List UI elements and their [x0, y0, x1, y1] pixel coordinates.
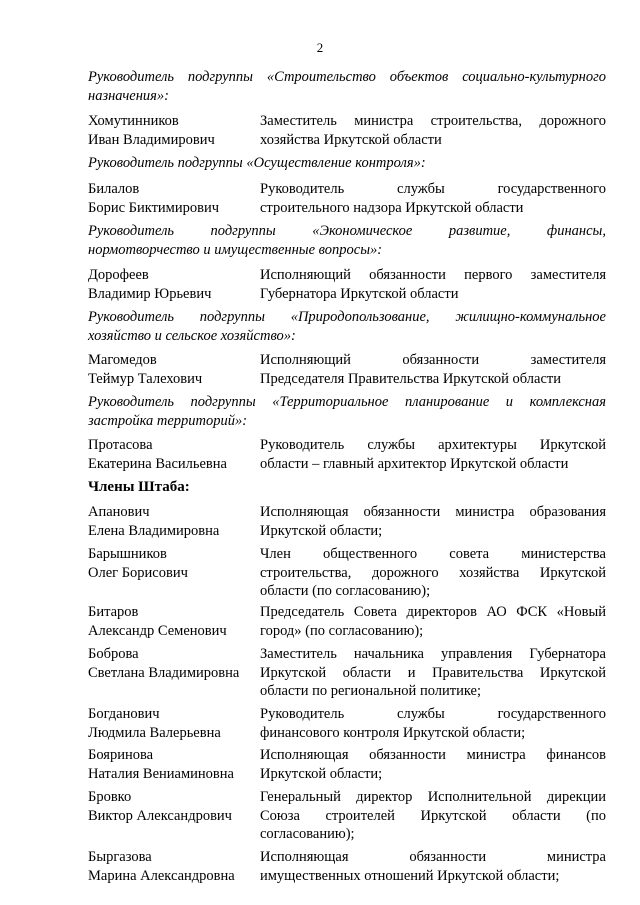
position-line: Заместитель министра строительства, дорожного — [260, 113, 606, 129]
person-name — [88, 603, 260, 640]
surname: Билалов — [88, 181, 140, 197]
person-name — [88, 436, 260, 473]
position-line: строительного надзора Иркутской области — [260, 199, 524, 216]
person-name — [88, 705, 260, 742]
position-line: город» (по согласованию); — [260, 622, 424, 639]
given-names: Виктор Александрович — [88, 807, 232, 824]
position-line: Заместитель начальника управления Губернатора — [260, 646, 606, 662]
person-position — [260, 436, 606, 473]
person-position — [260, 788, 606, 844]
position-line: области по региональной политике; — [260, 683, 481, 699]
person-position — [260, 545, 606, 601]
given-names: Александр Семенович — [88, 622, 227, 639]
heading-line: нормотворчество и имущественные вопросы»: — [88, 242, 383, 258]
position-line: Исполняющий обязанности заместителя — [260, 352, 606, 368]
position-line: имущественных отношений Иркутской области; — [260, 867, 560, 884]
subgroup-heading-construction — [88, 68, 606, 106]
surname: Дорофеев — [88, 267, 149, 283]
person-position — [260, 180, 606, 217]
given-names: Наталия Вениаминовна — [88, 765, 234, 782]
heading-line: хозяйство и сельское хозяйство»: — [88, 328, 296, 344]
surname: Богданович — [88, 706, 160, 722]
position-line: Исполняющая обязанности министра образования — [260, 504, 606, 520]
heading-line: Руководитель подгруппы «Строительство объектов социально-культурного — [88, 69, 606, 85]
position-line: Иркутской области; — [260, 522, 383, 539]
position-line: Иркутской области и Правительства Иркутской — [260, 664, 606, 681]
given-names: Теймур Талехович — [88, 370, 203, 387]
surname: Битаров — [88, 604, 139, 620]
person-position — [260, 351, 606, 388]
members-heading: Члены Штаба: — [88, 479, 190, 495]
given-names: Борис Биктимирович — [88, 199, 220, 216]
surname: Протасова — [88, 437, 153, 453]
given-names: Светлана Владимировна — [88, 664, 240, 681]
person-position — [260, 112, 606, 149]
surname: Бровко — [88, 789, 132, 805]
position-line: строительства, дорожного хозяйства Иркутской — [260, 564, 606, 581]
given-names: Людмила Валерьевна — [88, 724, 221, 741]
given-names: Марина Александровна — [88, 867, 235, 884]
person-name — [88, 645, 260, 682]
surname: Апанович — [88, 504, 150, 520]
person-name — [88, 848, 260, 885]
person-name — [88, 112, 260, 149]
person-name — [88, 545, 260, 582]
position-line: Руководитель службы государственного — [260, 706, 606, 722]
position-line: области (по согласованию); — [260, 583, 431, 599]
surname: Бояринова — [88, 747, 154, 763]
given-names: Владимир Юрьевич — [88, 285, 212, 302]
heading-line: Руководитель подгруппы «Природопользование, жилищно-коммунальное — [88, 309, 606, 325]
subgroup-heading-economy — [88, 222, 606, 260]
position-line: Исполняющий обязанности первого заместителя — [260, 267, 606, 283]
given-names: Иван Владимирович — [88, 131, 215, 148]
position-line: Руководитель службы архитектуры Иркутской — [260, 437, 606, 453]
surname: Быргазова — [88, 849, 152, 865]
heading-line: Руководитель подгруппы «Осуществление контроля»: — [88, 155, 426, 171]
person-name — [88, 746, 260, 783]
person-position — [260, 645, 606, 701]
heading-line: Руководитель подгруппы «Экономическое развитие, финансы, — [88, 223, 606, 239]
person-position — [260, 746, 606, 783]
subgroup-heading-planning — [88, 393, 606, 431]
person-position — [260, 503, 606, 540]
position-line: финансового контроля Иркутской области; — [260, 724, 526, 741]
position-line: Исполняющая обязанности министра финансов — [260, 747, 606, 763]
person-name — [88, 266, 260, 303]
person-name — [88, 788, 260, 825]
person-position — [260, 848, 606, 885]
person-position — [260, 603, 606, 640]
position-line: Иркутской области; — [260, 765, 383, 782]
position-line: хозяйства Иркутской области — [260, 131, 442, 148]
surname: Боброва — [88, 646, 139, 662]
person-position — [260, 266, 606, 303]
subgroup-heading-control — [88, 154, 606, 173]
position-line: области – главный архитектор Иркутской области — [260, 455, 569, 472]
heading-line: застройка территорий»: — [88, 413, 248, 429]
person-position — [260, 705, 606, 742]
position-line: Председатель Совета директоров АО ФСК «Новый — [260, 604, 606, 620]
page-number: 2 — [316, 40, 324, 55]
subgroup-heading-nature — [88, 308, 606, 346]
given-names: Олег Борисович — [88, 564, 188, 581]
position-line: Союза строителей Иркутской области (по — [260, 807, 606, 824]
surname: Хомутинников — [88, 113, 179, 129]
position-line: Член общественного совета министерства — [260, 546, 606, 562]
surname: Барышников — [88, 546, 167, 562]
heading-line: назначения»: — [88, 88, 169, 104]
heading-line: Руководитель подгруппы «Территориальное планирование и комплексная — [88, 394, 606, 410]
given-names: Елена Владимировна — [88, 522, 220, 539]
person-name — [88, 351, 260, 388]
person-name — [88, 180, 260, 217]
position-line: Председателя Правительства Иркутской области — [260, 370, 561, 387]
surname: Магомедов — [88, 352, 157, 368]
position-line: Исполняющая обязанности министра — [260, 849, 606, 865]
position-line: согласованию); — [260, 826, 355, 842]
given-names: Екатерина Васильевна — [88, 455, 227, 472]
position-line: Руководитель службы государственного — [260, 181, 606, 197]
position-line: Генеральный директор Исполнительной дирекции — [260, 789, 606, 805]
person-name — [88, 503, 260, 540]
position-line: Губернатора Иркутской области — [260, 285, 459, 302]
